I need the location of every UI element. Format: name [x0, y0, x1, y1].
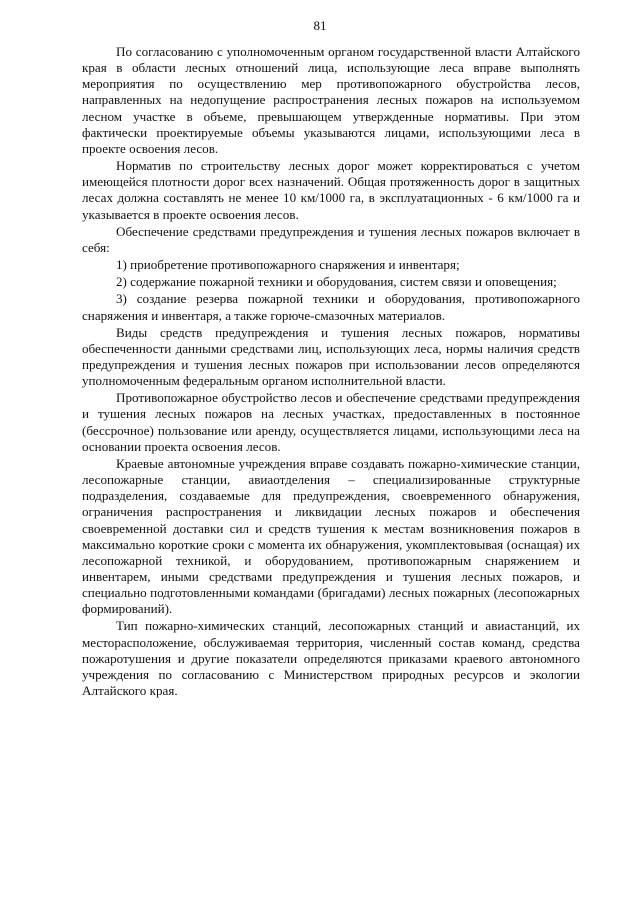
list-item-2: 2) содержание пожарной техники и оборудования, систем связи и оповещения;	[116, 274, 557, 290]
paragraph-2: Норматив по строительству лесных дорог может корректироваться с учетом имеющейся плотности дорог всех назначений. Общая протяженность дорог в защитных лесах должна составлять не менее 10 км/1000 га, в эксплуатационных - 6 км/1000 га и указывается в проекте освоения лесов.	[82, 158, 580, 222]
page-number: 81	[313, 18, 327, 33]
paragraph-5: Противопожарное обустройство лесов и обеспечение средствами предупреждения и тушения лесных пожаров на лесных участках, предоставленных в постоянное (бессрочное) пользование или аренду, осуществляется лицами, использующими леса на основании проекта освоения лесов.	[82, 390, 580, 454]
paragraph-7: Тип пожарно-химических станций, лесопожарных станций и авиастанций, их месторасположение, обслуживаемая территория, численный состав команд, средства пожаротушения и другие показатели определяются приказами краевого автономного учреждения по согласованию с Министерством природных ресурсов и экологии Алтайского края.	[82, 618, 580, 699]
paragraph-6: Краевые автономные учреждения вправе создавать пожарно-химические станции, лесопожарные станции, авиаотделения – специализированные структурные подразделения, создаваемые для предупреждения, своевременного обнаружения, ограничения распространения и ликвидации лесных пожаров и обеспечения своевременной доставки сил и средств тушения к местам возникновения пожаров в максимально короткие сроки с момента их обнаружения, укомплектовывая (оснащая) их лесопожарной техникой, и оборудованием, противопожарным снаряжением и инвентарем, иными средствами предупреждения и тушения лесных пожаров, и специально подготовленными командами (бригадами) лесных пожарных (лесопожарных формирований).	[82, 455, 580, 617]
paragraph-1: По согласованию с уполномоченным органом государственной власти Алтайского края в области лесных отношений лица, использующие леса вправе выполнять мероприятия по осуществлению мер противопожарного обустройства лесов, направленных на недопущение распространения лесных пожаров на используемом лесном участке в объеме, превышающем утвержденные нормативы. При этом фактически проектируемые объемы указываются лицами, использующими леса в проекте освоения лесов.	[82, 44, 580, 156]
list-item-1: 1) приобретение противопожарного снаряжения и инвентаря;	[116, 257, 460, 273]
list-item-3: 3) создание резерва пожарной техники и оборудования, противопожарного снаряжения и инвентаря, а также горюче-смазочных материалов.	[82, 291, 580, 323]
paragraph-4: Виды средств предупреждения и тушения лесных пожаров, нормативы обеспеченности данными средствами лиц, использующих леса, нормы наличия средств предупреждения и тушения лесных пожаров при использовании лесов определяются уполномоченным федеральным органом исполнительной власти.	[82, 324, 580, 389]
paragraph-3: Обеспечение средствами предупреждения и тушения лесных пожаров включает в себя:	[82, 223, 580, 255]
document-body	[82, 44, 580, 700]
